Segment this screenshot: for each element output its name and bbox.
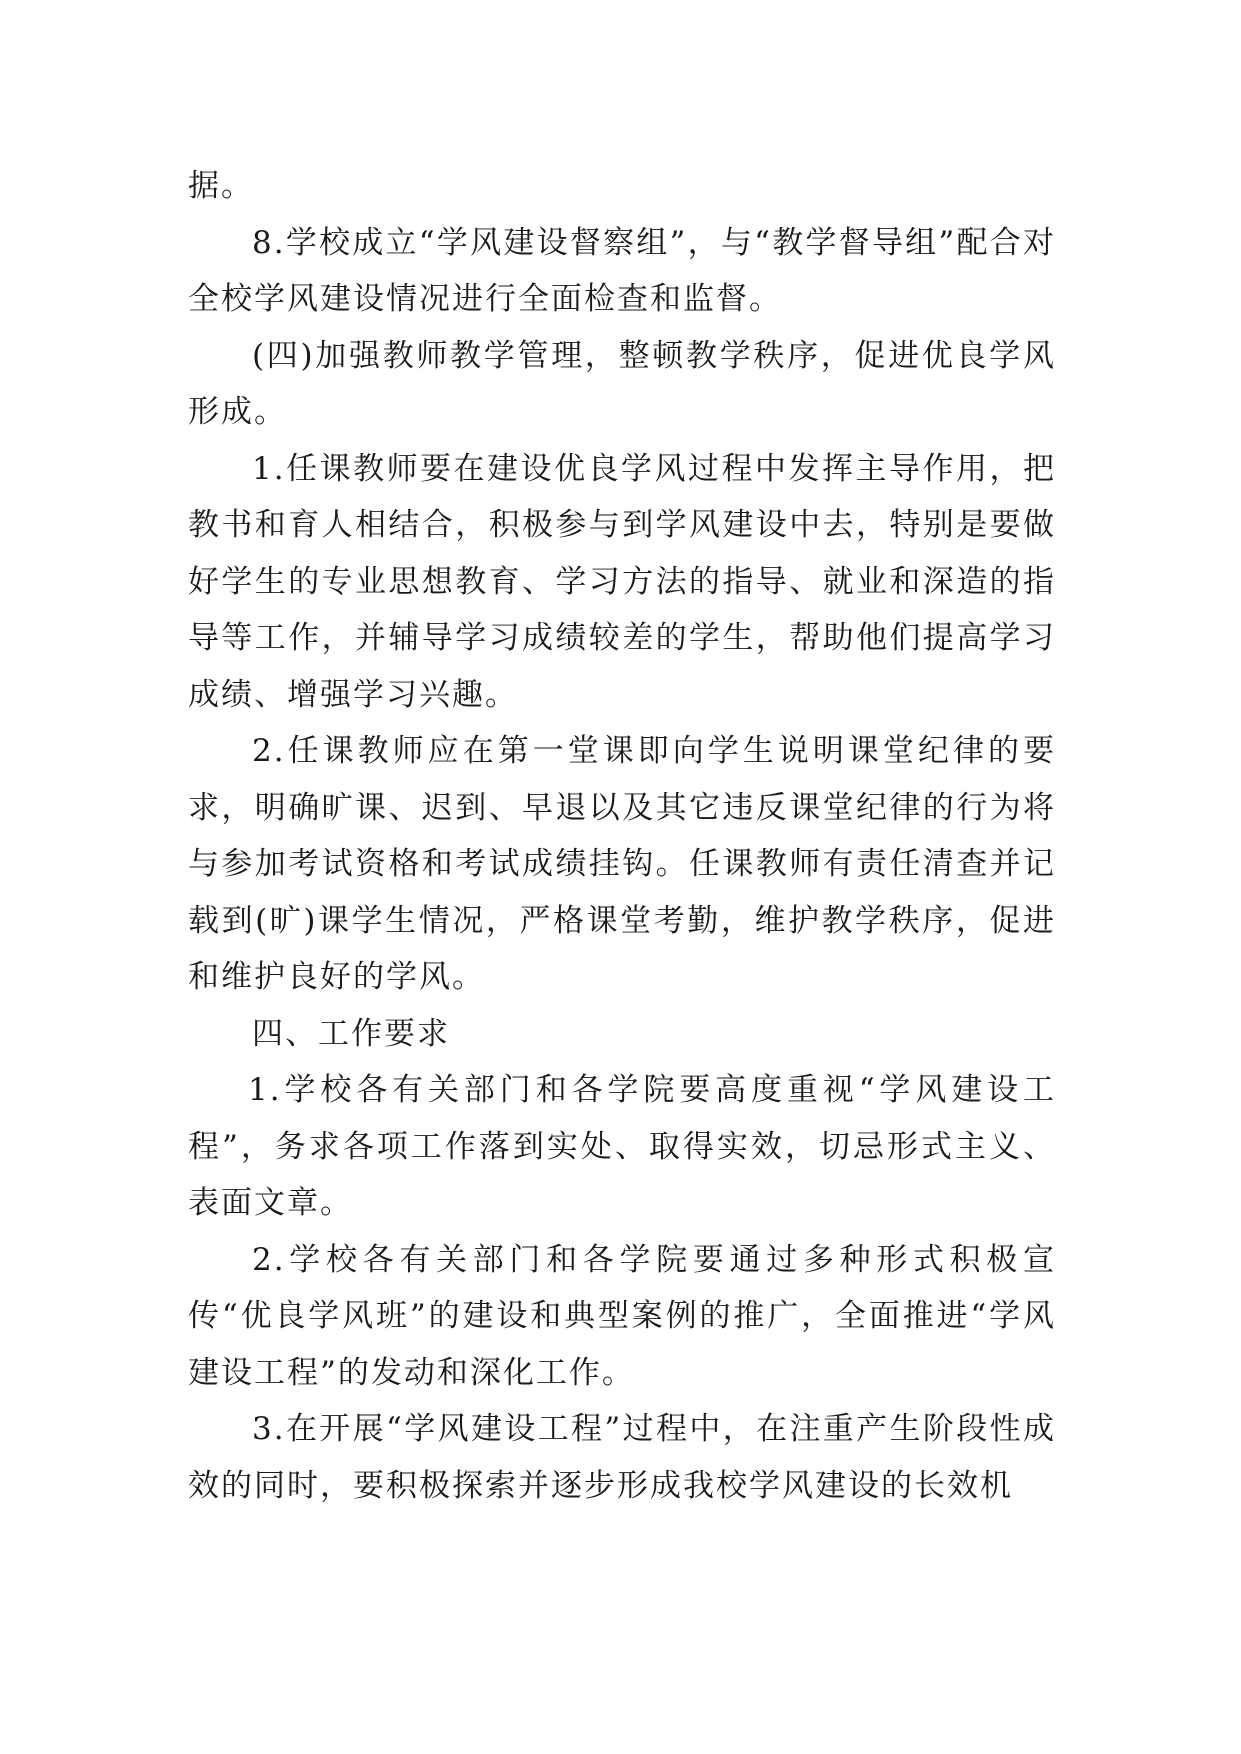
- paragraph-continued: 据。: [188, 168, 254, 204]
- paragraph-item-8: 8.学校成立“学风建设督察组”，与“教学督导组”配合对全校学风建设情况进行全面检查和监督。: [188, 224, 1056, 317]
- heading-work-requirements: 四、工作要求: [252, 1015, 450, 1052]
- paragraph-requirement-3: 3.在开展“学风建设工程”过程中，在注重产生阶段性成效的同时，要积极探索并逐步形成我校学风建设的长效机: [188, 1411, 1056, 1504]
- section-heading-4: (四)加强教师教学管理，整顿教学秩序，促进优良学风形成。: [188, 337, 1056, 430]
- paragraph-item-4-1: 1.任课教师要在建设优良学风过程中发挥主导作用，把教书和育人相结合，积极参与到学风建设中去，特别是要做好学生的专业思想教育、学习方法的指导、就业和深造的指导等工作，并辅导学习成绩较差的学生，帮助他们提高学习成绩、增强学习兴趣。: [188, 450, 1056, 713]
- document-body: [188, 158, 1056, 1514]
- paragraph-requirement-2: 2.学校各有关部门和各学院要通过多种形式积极宣传“优良学风班”的建设和典型案例的推广，全面推进“学风建设工程”的发动和深化工作。: [188, 1241, 1056, 1391]
- paragraph-requirement-1: 1.学校各有关部门和各学院要高度重视“学风建设工程”，务求各项工作落到实处、取得实效，切忌形式主义、表面文章。: [188, 1072, 1056, 1221]
- paragraph-item-4-2: 2.任课教师应在第一堂课即向学生说明课堂纪律的要求，明确旷课、迟到、早退以及其它违反课堂纪律的行为将与参加考试资格和考试成绩挂钩。任课教师有责任清查并记载到(旷)课学生情况，严格课堂考勤，维护教学秩序，促进和维护良好的学风。: [188, 733, 1056, 995]
